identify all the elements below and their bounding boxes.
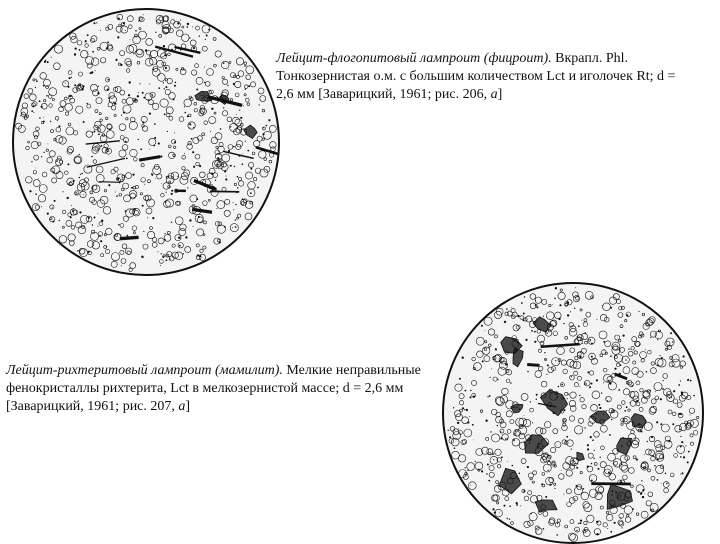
thin-section-drawing	[14, 10, 278, 274]
caption-letter: а	[178, 399, 185, 414]
caption-body: Мелкие неправильные фенокристаллы рихтерита, Lct в мелкозернистой массе; d = 2,6 мм [Заварицкий, 1961; рис. 207,	[6, 363, 421, 414]
thin-section-image-mamilite	[442, 282, 704, 544]
caption-end: ]	[498, 87, 503, 102]
caption-title: Лейцит-флогопитовый лампроит (фицроит).	[276, 51, 552, 66]
caption-end: ]	[185, 399, 190, 414]
figure-caption-2	[6, 362, 426, 416]
caption-body: Вкрапл. Phl. Тонкозернистая о.м. с большим количеством Lct и иголочек Rt; d = 2,6 мм [Заварицкий, 1961; рис. 206,	[276, 51, 675, 102]
thin-section-drawing	[444, 284, 702, 542]
thin-section-image-fitzroyite	[12, 8, 280, 276]
figure-caption-1	[276, 50, 696, 104]
caption-letter: а	[491, 87, 498, 102]
caption-title: Лейцит-рихтеритовый лампроит (мамилит).	[6, 363, 283, 378]
